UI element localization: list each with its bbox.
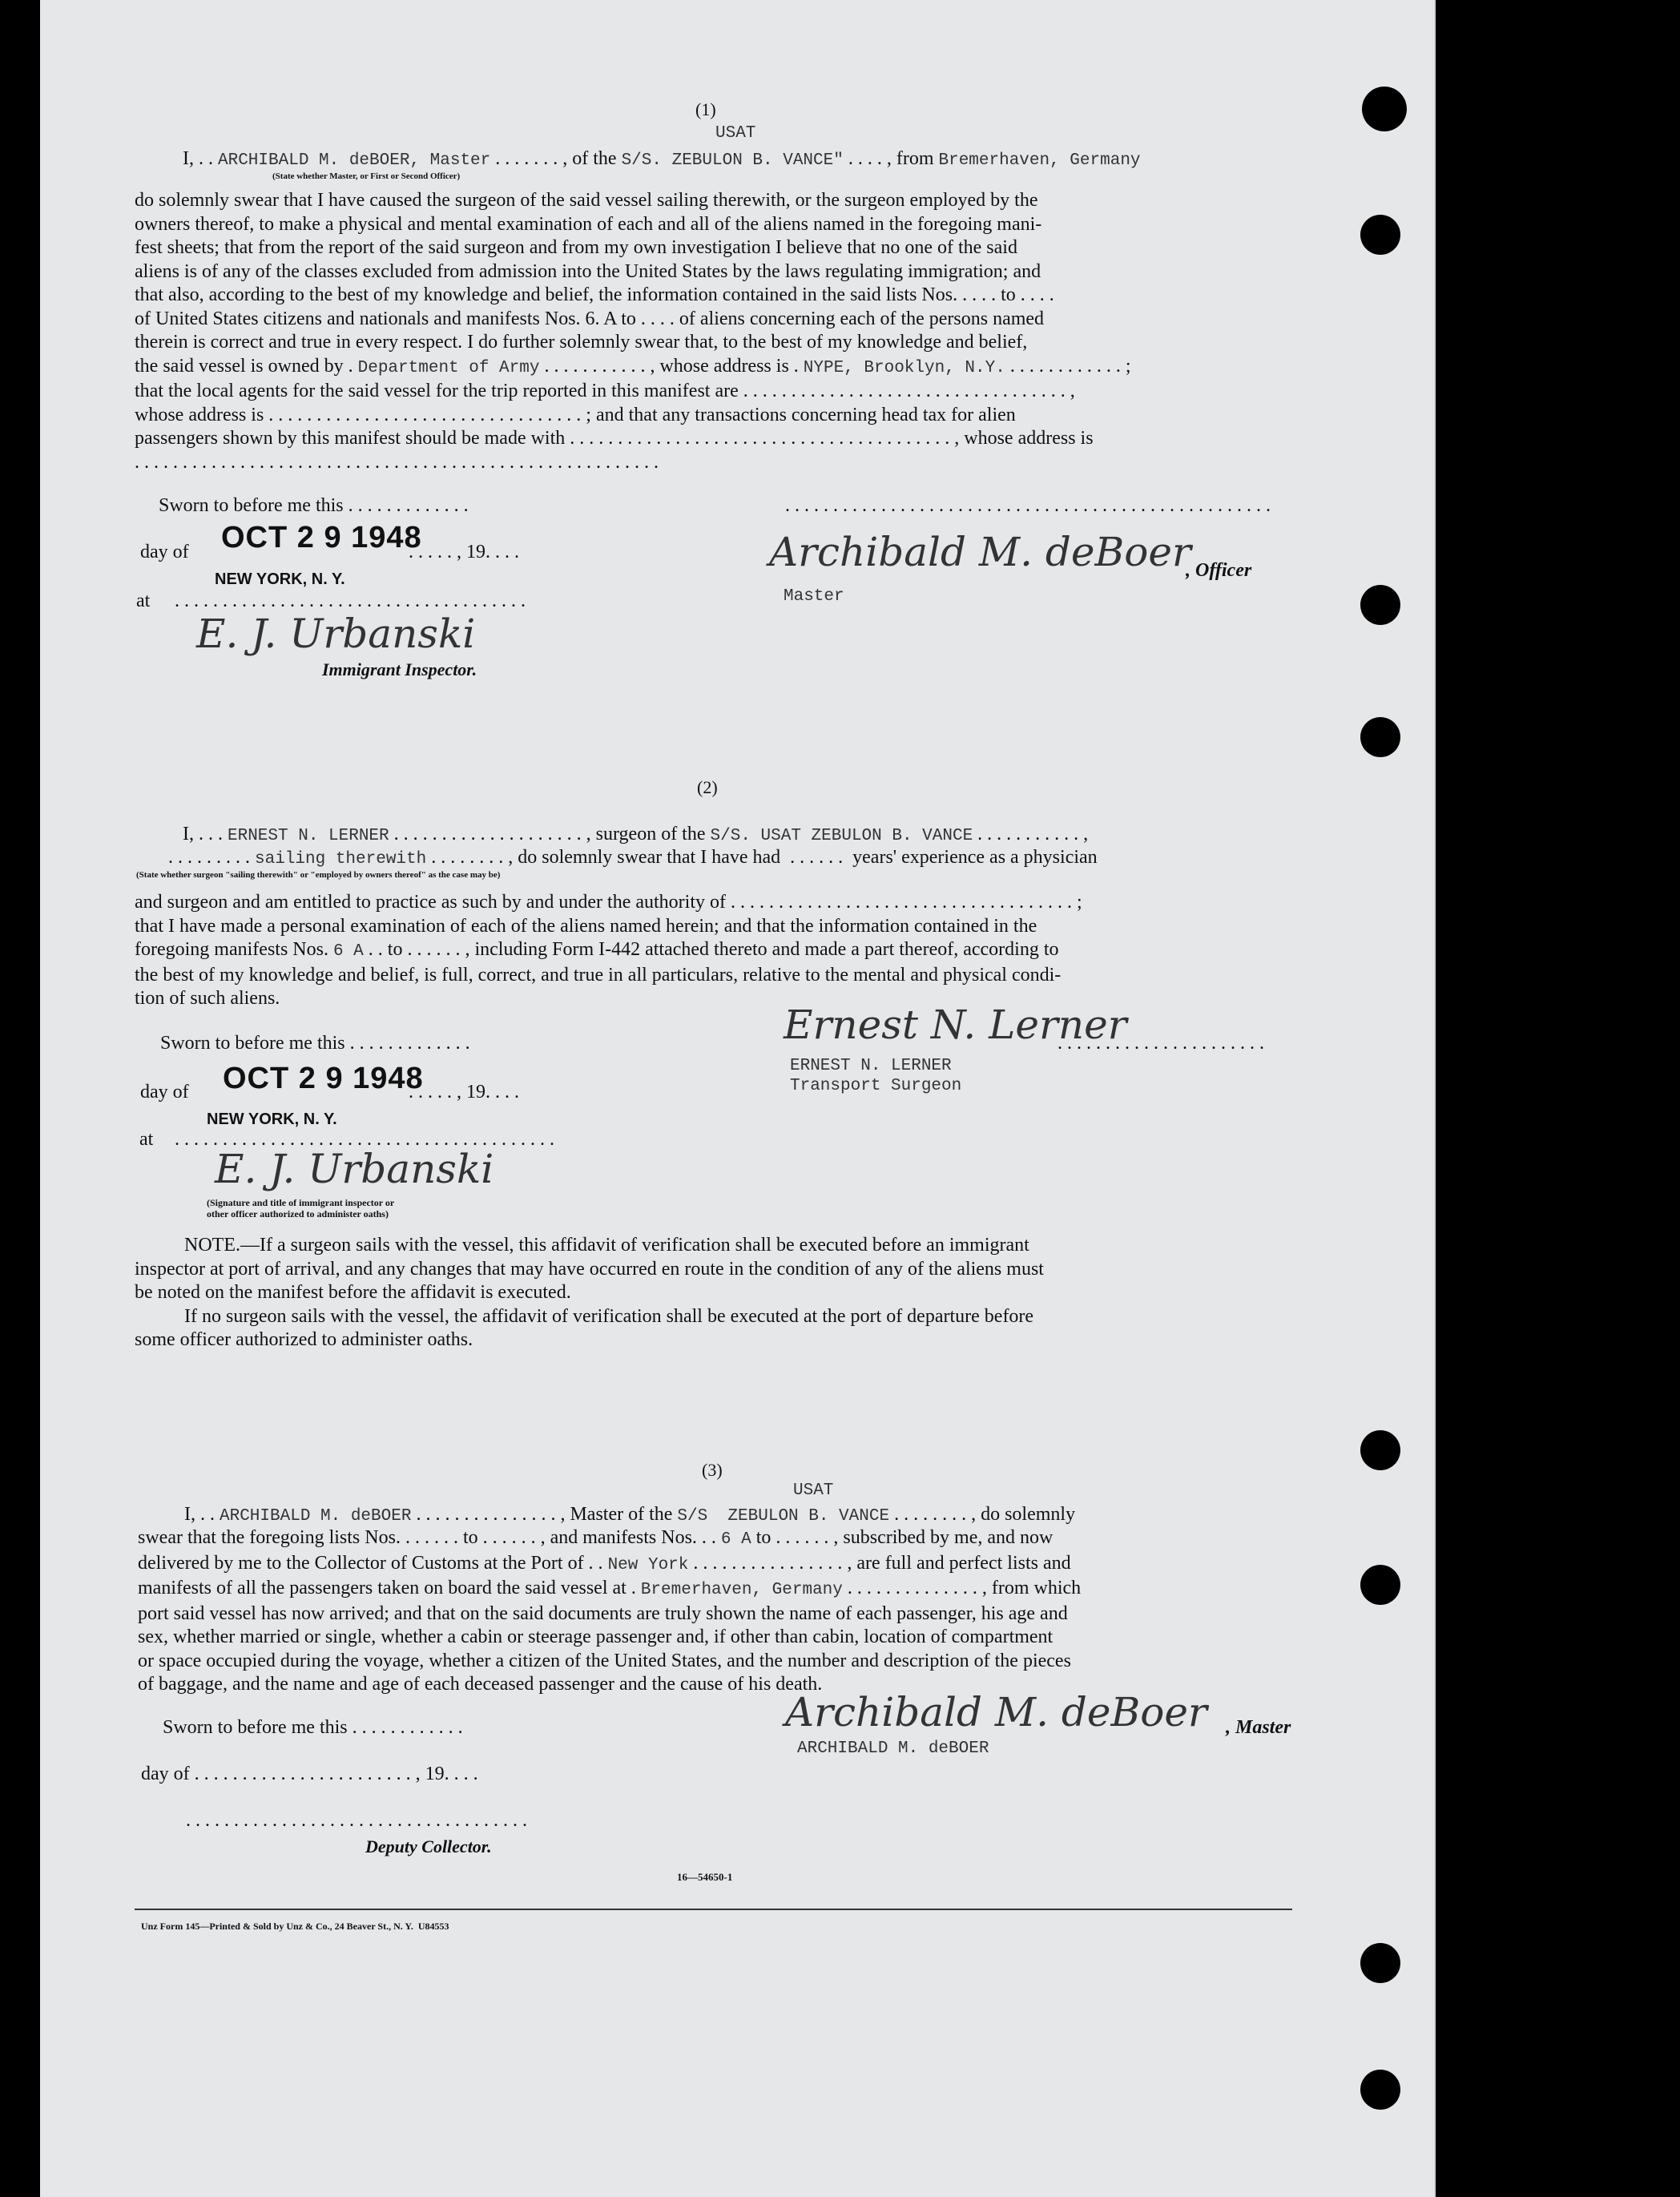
master-label: , Master [1226, 1717, 1291, 1738]
year-field: . . . . . , 19. . . . [409, 1082, 519, 1103]
typed-master-name: ARCHIBALD M. deBOER [220, 1507, 412, 1526]
oath-line-1: I, . . ARCHIBALD M. deBOER, Master . . . . . . . , of the S/S. ZEBULON B. VANCE" . . . . , from Bremerhaven, Germany [183, 148, 1141, 170]
date-stamp: OCT 2 9 1948 [223, 1062, 424, 1095]
typed-owner: Department of Army [357, 358, 540, 377]
typed-title: Master [784, 587, 844, 606]
year-field: . . . . . , 19. . . . [409, 542, 519, 562]
binder-hole [1360, 1943, 1400, 1983]
collector-dots: . . . . . . . . . . . . . . . . . . . . . . . . . . . . . . . . . . . . [186, 1810, 527, 1831]
typed-manifest-no: 6 A [332, 942, 364, 961]
inspector-label: Immigrant Inspector. [322, 659, 477, 679]
section-number: (1) [695, 99, 716, 119]
binder-hole [1360, 717, 1400, 757]
field-caption: other officer authorized to administer oaths) [207, 1208, 389, 1219]
day-of-line: day of . . . . . . . . . . . . . . . . . . . . . . . , 19. . . . [141, 1764, 478, 1784]
typed-sailing: sailing therewith [255, 850, 427, 869]
binder-hole [1360, 1565, 1400, 1605]
date-stamp: OCT 2 9 1948 [221, 521, 422, 554]
typed-port: New York [607, 1555, 689, 1574]
typed-departure: Bremerhaven, Germany [640, 1581, 843, 1599]
signature-dotted-line: . . . . . . . . . . . . . . . . . . . . . . . . . . . . . . . . . . . . . . . . . . . . . . . . . . . [785, 495, 1271, 516]
typed-usat: USAT [793, 1481, 834, 1500]
at-dots: . . . . . . . . . . . . . . . . . . . . . . . . . . . . . . . . . . . . . . . . [170, 1129, 554, 1150]
binder-hole [1360, 215, 1400, 255]
master-signature: Archibald M. deBoer [769, 529, 1191, 575]
page-edge [1434, 0, 1436, 2197]
surgeon-line-2: . . . . . . . . . sailing therewith . . . . . . . . , do solemnly swear that I have had . . . . . . years' experience as a physician [168, 847, 1098, 869]
printer-imprint: Unz Form 145—Printed & Sold by Unz & Co., 24 Beaver St., N. Y. U84553 [141, 1921, 449, 1932]
day-of-label: day of [140, 1082, 189, 1103]
form-number: 16—54650-1 [677, 1871, 733, 1883]
binder-hole [1360, 2070, 1400, 2110]
surgeon-line-1: I, . . . ERNEST N. LERNER . . . . . . . . . . . . . . . . . . . . , surgeon of the S/S. USAT ZEBULON B. VANCE . . . . . . . . . . . , [183, 824, 1089, 845]
typed-port: Bremerhaven, Germany [938, 151, 1141, 170]
sworn-label: Sworn to before me this . . . . . . . . . . . . . [160, 1033, 470, 1054]
footer-rule [135, 1909, 1292, 1910]
section-number: (3) [702, 1460, 723, 1480]
statement-paragraph: swear that the foregoing lists Nos. . . . . . . to . . . . . . , and manifests Nos. . . 6 A to . . . . . . , subscribed by me, and now delivered by me to the Collector of Customs at the Port of . . New York . . . . . . . . . . . . . . . . , are full and perfect lists and manifests of all the passengers taken on board the said vessel at . Bremerhaven, Germany . . . . . . . . . . . . . . , from which port said vessel has now arrived; and that on the said documents are truly shown the name of each passenger, his age and sex, whether married or single, whether a cabin or steerage passenger and, if other than cabin, location of compartment or space occupied during the voyage, whether a citizen of the United States, and the number and description of the pieces of baggage, and the name and age of each deceased passenger and the cause of his death. [138, 1527, 1082, 1695]
typed-surgeon-name: ERNEST N. LERNER [228, 827, 389, 845]
typed-usat: USAT [715, 124, 756, 143]
sworn-label: Sworn to before me this . . . . . . . . . . . . . [159, 495, 469, 516]
typed-surgeon-block: ERNEST N. LERNER Transport Surgeon [790, 1057, 962, 1095]
at-label: at [139, 1129, 154, 1150]
field-caption: (State whether Master, or First or Second Officer) [272, 171, 461, 181]
field-caption: (State whether surgeon "sailing therewith" or "employed by owners thereof" as the case may be) [136, 870, 501, 880]
officer-label: , Officer [1186, 560, 1252, 581]
note-paragraph: NOTE.—If a surgeon sails with the vessel, this affidavit of verification shall be executed before an immigrant inspector at port of arrival, and any changes that may have occurred en route in the condition of any of the aliens must be noted on the manifest before the affidavit is executed. If no surgeon sails with the vessel, the affidavit of verification shall be executed at the port of departure before some officer authorized to administer oaths. [135, 1235, 1044, 1350]
signature-dots: . . . . . . . . . . . . . . . . . . . . . . [1058, 1033, 1264, 1054]
surgeon-paragraph: and surgeon and am entitled to practice as such by and under the authority of . . . . . . . . . . . . . . . . . . . . . . . . . . . . . . . . . . . . ; that I have made a personal examination of each of the aliens named herein; and that the information contained in the foregoing manifests Nos. 6 A . . to . . . . . . , including Form I-442 attached thereto and made a part thereof, according to the best of my knowledge and belief, is full, correct, and true in all particulars, relative to the mental and physical condi- tion of such aliens. [135, 892, 1082, 1009]
statement-line-1: I, . . ARCHIBALD M. deBOER . . . . . . . . . . . . . . . , Master of the S/S ZEBULON B. VANCE . . . . . . . . , do solemnly [184, 1504, 1076, 1526]
day-of-label: day of [140, 542, 189, 562]
deputy-collector-label: Deputy Collector. [365, 1836, 492, 1856]
oath-paragraph-1: do solemnly swear that I have caused the surgeon of the said vessel sailing therewith, or the surgeon employed by the owners thereof, to make a physical and mental examination of each and all of the aliens named in the foregoing mani- fest sheets; that from the report of the said surgeon and from my own investigation I believe that no one of the said aliens is of any of the classes excluded from admission into the United States by the laws regulating immigration; and that also, according to the best of my knowledge and belief, the information contained in the said lists Nos. . . . . to . . . . of United States citizens and nationals and manifests Nos. 6. A to . . . . of aliens concerning each of the persons named therein is correct and true in every respect. I do further solemnly swear that, to the best of my knowledge and belief, the said vessel is owned by . Department of Army . . . . . . . . . . . , whose address is . NYPE, Brooklyn, N.Y. . . . . . . . . . . . . ; that the local agents for the said vessel for the trip reported in this manifest are . . . . . . . . . . . . . . . . . . . . . . . . . . . . . . . . . . , whose address is . . . . . . . . . . . . . . . . . . . . . . . . . . . . . . . . . ; and that any transactions concerning head tax for alien passengers shown by this manifest should be made with . . . . . . . . . . . . . . . . . . . . . . . . . . . . . . . . . . . . . . . . , whose address is . . . . . . . . . . . . . . . . . . . . . . . . . . . . . . . . . . . . . . . . . . . . . . . . . . . . . . . [135, 190, 1131, 473]
binder-hole [1360, 585, 1400, 625]
typed-master-name: ARCHIBALD M. deBOER, Master [218, 151, 491, 170]
sworn-label: Sworn to before me this . . . . . . . . . . . . [163, 1717, 463, 1738]
at-dots: . . . . . . . . . . . . . . . . . . . . . . . . . . . . . . . . . . . . . [170, 591, 526, 611]
inspector-signature: E. J. Urbanski [215, 1146, 494, 1192]
typed-manifest-no: 6 A [720, 1530, 751, 1549]
surgeon-signature: Ernest N. Lerner [784, 1002, 1127, 1048]
place-stamp: NEW YORK, N. Y. [215, 570, 345, 588]
typed-master-name: ARCHIBALD M. deBOER [797, 1739, 989, 1758]
inspector-signature: E. J. Urbanski [196, 611, 476, 657]
field-caption: (Signature and title of immigrant inspector or [207, 1197, 395, 1208]
at-label: at [136, 591, 151, 611]
typed-vessel-name: S/S. ZEBULON B. VANCE" [621, 151, 844, 170]
place-stamp: NEW YORK, N. Y. [207, 1111, 337, 1128]
typed-owner-address: NYPE, Brooklyn, N.Y. [803, 358, 1005, 377]
typed-vessel-name: S/S ZEBULON B. VANCE [677, 1507, 890, 1526]
binder-hole [1362, 87, 1407, 131]
binder-hole [1360, 1430, 1400, 1470]
section-number: (2) [697, 777, 718, 797]
master-signature: Archibald M. deBoer [785, 1689, 1207, 1735]
typed-vessel-name: S/S. USAT ZEBULON B. VANCE [710, 827, 973, 845]
